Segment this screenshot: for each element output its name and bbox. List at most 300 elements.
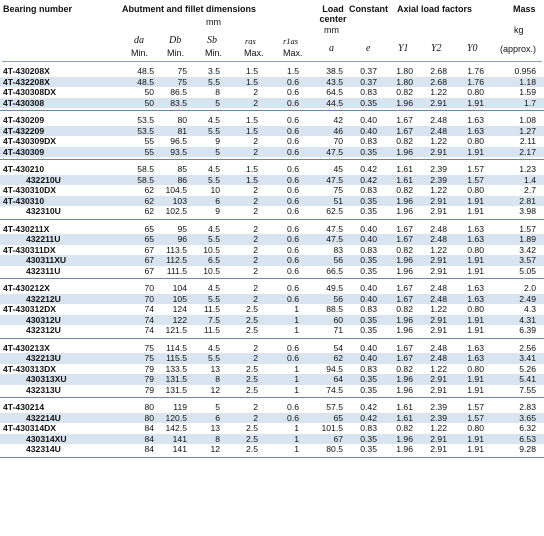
y2-cell: 2.91 — [430, 255, 447, 265]
y0-cell: 1.76 — [467, 76, 484, 87]
sb-min-cell: 4.5 — [208, 223, 220, 234]
db-min-cell: 133.5 — [165, 363, 187, 374]
y0-cell: 1.91 — [467, 265, 484, 276]
load-center-a-cell: 49.5 — [326, 283, 343, 293]
sb-min-cell: 5.5 — [208, 174, 220, 185]
mass-cell: 3.41 — [519, 353, 536, 363]
table-row — [0, 266, 544, 277]
r1as-max-cell: 0.6 — [287, 283, 299, 293]
y2-cell: 2.68 — [430, 76, 447, 87]
y0-cell: 1.63 — [467, 234, 484, 244]
abutment-unit: mm — [206, 17, 221, 27]
y0-cell: 0.80 — [467, 363, 484, 374]
y1-cell: 1.96 — [396, 433, 413, 444]
bearing-number-cell: 4T-432209 — [3, 125, 45, 136]
y1-cell: 1.96 — [396, 146, 413, 157]
bearing-group — [0, 220, 544, 280]
bearing-number-cell: 4T-430208X — [3, 66, 50, 76]
r1as-max-cell: 0.6 — [287, 125, 299, 136]
r1as-max-cell: 0.6 — [287, 342, 299, 353]
r1as-max-cell: 0.6 — [287, 412, 299, 423]
ras-max-cell: 2.5 — [246, 304, 258, 314]
da-min-cell: 55 — [144, 136, 154, 146]
constant-e-cell: 0.35 — [360, 265, 377, 276]
r1as-max-cell: 0.6 — [287, 185, 299, 195]
bearing-number-cell: 4T-430309DX — [3, 136, 57, 146]
y1-cell: 1.80 — [396, 66, 413, 76]
ras-max-cell: 2 — [253, 206, 258, 216]
da-min-cell: 74 — [144, 314, 154, 325]
constant-heading: Constant — [349, 4, 388, 14]
constant-e-cell: 0.35 — [360, 444, 377, 454]
load-center-a-cell: 56 — [333, 293, 343, 304]
table-row — [0, 175, 544, 186]
r1as-max-cell: 1 — [294, 444, 299, 454]
db-min-cell: 93.5 — [170, 146, 187, 157]
table-row — [0, 444, 544, 455]
bearing-number-cell: 430314XU — [26, 433, 67, 444]
r1as-max-cell: 0.6 — [287, 353, 299, 363]
mass-cell: 1.57 — [519, 223, 536, 234]
ras-max-cell: 2.5 — [246, 363, 258, 374]
y0-cell: 1.63 — [467, 353, 484, 363]
constant-e-cell: 0.35 — [360, 374, 377, 384]
r1as-max-cell: 1 — [294, 384, 299, 395]
table-row — [0, 245, 544, 256]
y0-cell: 1.91 — [467, 384, 484, 395]
y2-cell: 2.48 — [430, 342, 447, 353]
constant-e-cell: 0.37 — [360, 76, 377, 87]
load-center-a-cell: 83 — [333, 244, 343, 255]
ras-max-cell: 2 — [253, 136, 258, 146]
constant-e-cell: 0.42 — [360, 174, 377, 185]
bearing-number-cell: 432311U — [26, 265, 61, 276]
da-min-cell: 65 — [144, 234, 154, 244]
load-center-a-cell: 71 — [333, 325, 343, 335]
y0-cell: 1.91 — [467, 314, 484, 325]
da-min-cell: 67 — [144, 255, 154, 265]
ras-max-cell: 2 — [253, 234, 258, 244]
mass-cell: 2.11 — [519, 136, 536, 146]
ras-max-cell: 2 — [253, 255, 258, 265]
da-min-cell: 67 — [144, 244, 154, 255]
y0-cell: 1.91 — [467, 206, 484, 216]
bearing-number-cell: 432214U — [26, 412, 61, 423]
y2-cell: 1.22 — [430, 136, 447, 146]
load-center-heading: Load center — [319, 4, 347, 24]
table-row — [0, 385, 544, 396]
table-row — [0, 364, 544, 375]
table-row — [0, 434, 544, 445]
bearing-number-cell: 4T-430214 — [3, 402, 45, 412]
load-center-a-cell: 70 — [333, 136, 343, 146]
y1-cell: 1.61 — [396, 402, 413, 412]
r1as-max-cell: 0.6 — [287, 87, 299, 97]
sb-min-cell: 12 — [210, 444, 220, 454]
ras-max-cell: 2 — [253, 97, 258, 108]
load-center-a-cell: 43.5 — [326, 76, 343, 87]
ras-max-cell: 2.5 — [246, 433, 258, 444]
y0-cell: 1.63 — [467, 223, 484, 234]
bearing-number-cell: 4T-430311DX — [3, 244, 56, 255]
table-row — [0, 147, 544, 158]
constant-e-cell: 0.37 — [360, 66, 377, 76]
y2-cell: 2.39 — [430, 174, 447, 185]
da-min-cell: 84 — [144, 433, 154, 444]
mass-cell: 1.7 — [524, 97, 536, 108]
load-center-a-cell: 47.5 — [326, 146, 343, 157]
y0-cell: 1.57 — [467, 402, 484, 412]
y2-cell: 2.48 — [430, 115, 447, 125]
bearing-group — [0, 160, 544, 220]
r1as-max-cell: 1.5 — [287, 66, 299, 76]
da-min-cell: 62 — [144, 185, 154, 195]
db-min-cell: 111.5 — [166, 265, 187, 276]
db-min-cell: 115.5 — [166, 353, 187, 363]
sb-min-cell: 8 — [215, 433, 220, 444]
sb-min-cell: 13 — [210, 363, 220, 374]
bearing-group — [0, 62, 544, 111]
mass-cell: 2.0 — [524, 283, 536, 293]
y2-cell: 2.91 — [430, 265, 447, 276]
da-min-cell: 48.5 — [137, 66, 154, 76]
table-row — [0, 115, 544, 126]
sb-min-cell: 4.5 — [208, 283, 220, 293]
db-min-cell: 121.5 — [165, 325, 187, 335]
da-min-cell: 53.5 — [137, 125, 154, 136]
table-row — [0, 66, 544, 77]
bearing-number-cell: 4T-430308 — [3, 97, 45, 108]
ras-max-cell: 2 — [253, 265, 258, 276]
constant-e-cell: 0.83 — [360, 244, 377, 255]
ras-max-cell: 1.5 — [246, 164, 258, 174]
load-center-a-cell: 45 — [333, 164, 343, 174]
ras-max-cell: 2.5 — [246, 384, 258, 395]
r1as-max-cell: 0.6 — [287, 76, 299, 87]
da-min-cell: 50 — [144, 87, 154, 97]
bearing-number-cell: 4T-430310 — [3, 195, 45, 206]
da-min-cell: 65 — [144, 223, 154, 234]
y2-cell: 1.22 — [430, 244, 447, 255]
ras-max-cell: 2 — [253, 353, 258, 363]
ras-max-cell: 2.5 — [246, 374, 258, 384]
r1as-max-cell: 0.6 — [287, 136, 299, 146]
sb-min-cell: 3.5 — [208, 66, 220, 76]
y2-cell: 1.22 — [430, 185, 447, 195]
da-min-cell: 70 — [144, 293, 154, 304]
sb-min-cell: 8 — [215, 374, 220, 384]
y0-cell: 0.80 — [467, 87, 484, 97]
y1-cell: 1.67 — [396, 353, 413, 363]
bearing-number-heading: Bearing number — [3, 4, 73, 14]
y0-cell: 1.91 — [467, 146, 484, 157]
y0-cell: 1.63 — [467, 125, 484, 136]
y0-cell: 0.80 — [467, 244, 484, 255]
r1as-max-cell: 1 — [294, 363, 299, 374]
bearing-number-cell: 4T-432208X — [3, 76, 50, 87]
y2-cell: 1.22 — [430, 423, 447, 433]
mass-cell: 1.4 — [524, 174, 536, 185]
r1as-max-cell: 0.6 — [287, 234, 299, 244]
constant-e-cell: 0.35 — [360, 325, 377, 335]
bearing-number-cell: 432312U — [26, 325, 61, 335]
y2-cell: 1.22 — [430, 304, 447, 314]
load-center-a-cell: 47.5 — [326, 223, 343, 234]
y1-cell: 1.67 — [396, 115, 413, 125]
table-row — [0, 374, 544, 385]
y1-cell: 1.67 — [396, 125, 413, 136]
constant-e-cell: 0.35 — [360, 146, 377, 157]
load-center-a-cell: 74.5 — [326, 384, 343, 395]
mass-cell: 6.53 — [519, 433, 536, 444]
da-min-cell: 67 — [144, 265, 154, 276]
db-min-cell: 122 — [172, 314, 187, 325]
ras-max-cell: 1.5 — [246, 115, 258, 125]
load-center-a-cell: 38.5 — [326, 66, 343, 76]
db-min-cell: 142.5 — [165, 423, 187, 433]
da-min-cell: 80 — [144, 402, 154, 412]
constant-e-cell: 0.40 — [360, 353, 377, 363]
y2-cell: 2.48 — [430, 293, 447, 304]
y2-cell: 2.91 — [430, 195, 447, 206]
mass-approx: (approx.) — [500, 44, 537, 54]
load-center-a-cell: 57.5 — [326, 402, 343, 412]
load-center-a-cell: 65 — [333, 412, 343, 423]
sb-min-cell: 5 — [215, 146, 220, 157]
da-min-cell: 58.5 — [137, 174, 154, 185]
ras-max-cell: 2 — [253, 402, 258, 412]
bearing-number-cell: 430313XU — [26, 374, 67, 384]
mass-cell: 1.23 — [519, 164, 536, 174]
db-min-cell: 120.5 — [165, 412, 187, 423]
sb-min-cell: 6 — [215, 195, 220, 206]
da-min-cell: 79 — [144, 384, 154, 395]
mass-cell: 7.55 — [519, 384, 536, 395]
bearing-number-cell: 4T-430314DX — [3, 423, 57, 433]
load-center-a-cell: 64.5 — [326, 87, 343, 97]
y0-cell: 1.63 — [467, 293, 484, 304]
ras-max-cell: 2 — [253, 412, 258, 423]
y2-cell: 1.22 — [430, 87, 447, 97]
load-center-a-cell: 64 — [333, 374, 343, 384]
mass-cell: 5.26 — [519, 363, 536, 374]
ras-max-cell: 2 — [253, 87, 258, 97]
constant-e-cell: 0.35 — [360, 255, 377, 265]
bearing-number-cell: 4T-430309 — [3, 146, 45, 157]
da-min-cell: 70 — [144, 283, 154, 293]
table-row — [0, 413, 544, 424]
db-min-cell: 95 — [177, 223, 187, 234]
table-row — [0, 402, 544, 413]
mass-cell: 5.41 — [519, 374, 536, 384]
axial-load-heading: Axial load factors — [397, 4, 473, 14]
table-row — [0, 136, 544, 147]
r1as-symbol: r1as — [283, 36, 299, 46]
bearing-number-cell: 4T-430313DX — [3, 363, 57, 374]
y2-cell: 2.68 — [430, 66, 447, 76]
ras-max-cell: 2.5 — [246, 423, 258, 433]
db-min-cell: 131.5 — [165, 384, 187, 395]
y2-cell: 2.91 — [430, 384, 447, 395]
ras-max-cell: 1.5 — [246, 125, 258, 136]
constant-e-cell: 0.40 — [360, 234, 377, 244]
load-center-a-cell: 47.5 — [326, 234, 343, 244]
y1-cell: 1.96 — [396, 97, 413, 108]
a-symbol: a — [329, 43, 334, 54]
constant-e-cell: 0.83 — [360, 304, 377, 314]
y0-cell: 1.91 — [467, 195, 484, 206]
constant-e-cell: 0.40 — [360, 125, 377, 136]
y1-cell: 0.82 — [396, 136, 413, 146]
constant-e-cell: 0.42 — [360, 402, 377, 412]
db-symbol: Db — [169, 35, 182, 46]
y1-cell: 1.67 — [396, 342, 413, 353]
load-center-a-cell: 44.5 — [326, 97, 343, 108]
load-center-a-cell: 88.5 — [326, 304, 343, 314]
sb-min-cell: 13 — [210, 423, 220, 433]
constant-e-cell: 0.35 — [360, 314, 377, 325]
constant-e-cell: 0.35 — [360, 195, 377, 206]
r1as-max-cell: 0.6 — [287, 244, 299, 255]
y1-cell: 1.61 — [396, 412, 413, 423]
mass-cell: 1.59 — [519, 87, 536, 97]
y1-cell: 1.96 — [396, 444, 413, 454]
y0-cell: 1.91 — [467, 444, 484, 454]
y2-cell: 2.39 — [430, 164, 447, 174]
load-center-a-cell: 60 — [333, 314, 343, 325]
constant-e-cell: 0.35 — [360, 206, 377, 216]
mass-cell: 2.17 — [519, 146, 536, 157]
y1-cell: 1.96 — [396, 374, 413, 384]
y1-cell: 1.67 — [396, 283, 413, 293]
y1-cell: 1.67 — [396, 223, 413, 234]
load-center-a-cell: 46 — [333, 125, 343, 136]
y1-symbol: Y1 — [398, 43, 409, 54]
mass-heading: Mass — [513, 4, 536, 14]
db-min-cell: 104.5 — [165, 185, 187, 195]
bearing-number-cell: 432310U — [26, 206, 61, 216]
db-min: Min. — [167, 48, 185, 58]
y0-cell: 1.91 — [467, 433, 484, 444]
load-center-a-cell: 42 — [333, 115, 343, 125]
table-row — [0, 98, 544, 109]
db-min-cell: 104 — [172, 283, 187, 293]
table-row — [0, 234, 544, 245]
sb-min-cell: 5.5 — [208, 76, 220, 87]
sb-min-cell: 5 — [215, 97, 220, 108]
load-center-a-cell: 62.5 — [326, 206, 343, 216]
table-row — [0, 224, 544, 235]
db-min-cell: 103 — [172, 195, 187, 206]
r1as-max-cell: 0.6 — [287, 164, 299, 174]
constant-e-cell: 0.40 — [360, 342, 377, 353]
ras-max-cell: 2 — [253, 342, 258, 353]
load-center-unit: mm — [324, 25, 339, 35]
r1as-max-cell: 0.6 — [287, 293, 299, 304]
abutment-heading: Abutment and fillet dimensions — [122, 4, 257, 14]
y1-cell: 0.82 — [396, 363, 413, 374]
db-min-cell: 81 — [177, 125, 187, 136]
db-min-cell: 131.5 — [165, 374, 187, 384]
y1-cell: 1.96 — [396, 265, 413, 276]
y2-cell: 2.48 — [430, 223, 447, 234]
y2-symbol: Y2 — [431, 43, 442, 54]
mass-cell: 4.3 — [524, 304, 536, 314]
r1as-max-cell: 0.6 — [287, 265, 299, 276]
mass-cell: 2.81 — [519, 195, 536, 206]
y1-cell: 1.67 — [396, 293, 413, 304]
db-min-cell: 86.5 — [170, 87, 187, 97]
da-min-cell: 62 — [144, 206, 154, 216]
bearing-number-cell: 4T-430212X — [3, 283, 50, 293]
ras-max-cell: 2 — [253, 195, 258, 206]
y2-cell: 2.39 — [430, 412, 447, 423]
table-row — [0, 87, 544, 98]
y0-cell: 1.91 — [467, 97, 484, 108]
ras-symbol: ras — [245, 36, 256, 46]
table-row — [0, 353, 544, 364]
mass-cell: 9.28 — [519, 444, 536, 454]
bearing-number-cell: 432212U — [26, 293, 61, 304]
y1-cell: 1.80 — [396, 76, 413, 87]
bearing-number-cell: 432211U — [26, 234, 61, 244]
r1as-max-cell: 1 — [294, 433, 299, 444]
db-min-cell: 119 — [173, 402, 187, 412]
y1-cell: 0.82 — [396, 87, 413, 97]
constant-e-cell: 0.83 — [360, 136, 377, 146]
y0-cell: 0.80 — [467, 304, 484, 314]
da-min-cell: 50 — [144, 97, 154, 108]
r1as-max: Max. — [283, 48, 303, 58]
db-min-cell: 96 — [177, 234, 187, 244]
constant-e-cell: 0.40 — [360, 283, 377, 293]
bearing-number-cell: 4T-430211X — [3, 223, 50, 234]
db-min-cell: 80 — [177, 115, 187, 125]
table-row — [0, 255, 544, 266]
mass-cell: 2.49 — [519, 293, 536, 304]
ras-max-cell: 1.5 — [246, 174, 258, 185]
sb-min-cell: 5.5 — [208, 234, 220, 244]
db-min-cell: 105 — [172, 293, 187, 304]
y0-cell: 1.91 — [467, 325, 484, 335]
db-min-cell: 86 — [177, 174, 187, 185]
y2-cell: 2.91 — [430, 97, 447, 108]
y1-cell: 1.96 — [396, 195, 413, 206]
y2-cell: 2.91 — [430, 444, 447, 454]
db-min-cell: 114.5 — [166, 342, 187, 353]
load-center-a-cell: 101.5 — [321, 423, 343, 433]
r1as-max-cell: 1 — [294, 304, 299, 314]
ras-max-cell: 2 — [253, 223, 258, 234]
y1-cell: 1.96 — [396, 255, 413, 265]
sb-min-cell: 12 — [210, 384, 220, 395]
r1as-max-cell: 0.6 — [287, 255, 299, 265]
e-symbol: e — [366, 43, 371, 54]
constant-e-cell: 0.42 — [360, 164, 377, 174]
load-center-a-cell: 66.5 — [326, 265, 343, 276]
constant-e-cell: 0.83 — [360, 185, 377, 195]
y1-cell: 0.82 — [396, 423, 413, 433]
table-row — [0, 206, 544, 217]
ras-max-cell: 2 — [253, 185, 258, 195]
da-min-cell: 74 — [144, 325, 154, 335]
y1-cell: 1.61 — [396, 164, 413, 174]
table-row — [0, 196, 544, 207]
bearing-group — [0, 279, 544, 339]
y0-cell: 1.91 — [467, 374, 484, 384]
sb-min-cell: 5 — [215, 402, 220, 412]
y2-cell: 2.48 — [430, 125, 447, 136]
